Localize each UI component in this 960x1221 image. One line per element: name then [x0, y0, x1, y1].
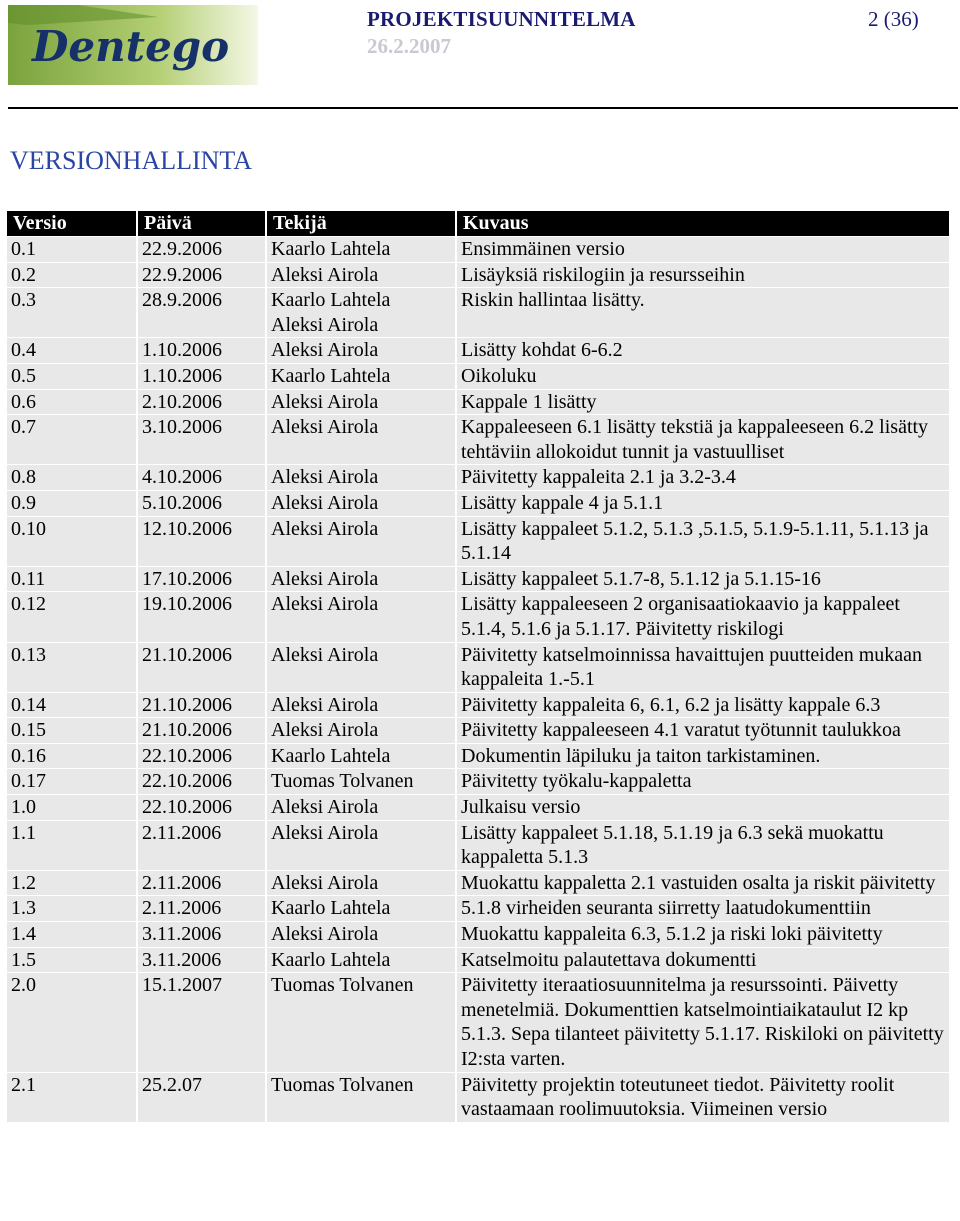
- author-cell: [267, 567, 455, 592]
- author-name: Kaarlo Lahtela: [271, 897, 391, 920]
- author-cell: [267, 390, 455, 415]
- date-cell: 15.1.2007: [138, 973, 265, 1071]
- author-cell: [267, 491, 455, 516]
- author-cell: [267, 744, 455, 769]
- description-cell: Lisätty kappaleet 5.1.7-8, 5.1.12 ja 5.1.15-16: [457, 567, 949, 592]
- version-cell: 0.4: [7, 338, 136, 363]
- date-cell: 21.10.2006: [138, 718, 265, 743]
- table-row: [7, 465, 949, 490]
- description-cell: Katselmoitu palautettava dokumentti: [457, 948, 949, 973]
- version-cell: 1.5: [7, 948, 136, 973]
- version-cell: 0.6: [7, 390, 136, 415]
- author-name: Aleksi Airola: [271, 821, 379, 844]
- column-header-version: Versio: [7, 211, 136, 236]
- description-cell: Dokumentin läpiluku ja taiton tarkistaminen.: [457, 744, 949, 769]
- date-cell: 21.10.2006: [138, 693, 265, 718]
- section-heading: VERSIONHALLINTA: [10, 146, 252, 175]
- description-cell: Muokattu kappaletta 2.1 vastuiden osalta ja riskit päivitetty: [457, 871, 949, 896]
- date-cell: 12.10.2006: [138, 517, 265, 566]
- description-cell: Muokattu kappaleita 6.3, 5.1.2 ja riski loki päivitetty: [457, 922, 949, 947]
- version-cell: 2.1: [7, 1073, 136, 1122]
- description-cell: Lisätty kappale 4 ja 5.1.1: [457, 491, 949, 516]
- version-cell: 0.10: [7, 517, 136, 566]
- table-row: [7, 693, 949, 718]
- table-row: [7, 491, 949, 516]
- author-name: Kaarlo Lahtela: [271, 238, 391, 260]
- table-row: [7, 896, 949, 921]
- description-cell: Päivitetty kappaleeseen 4.1 varatut työtunnit taulukkoa: [457, 718, 949, 743]
- author-name: Tuomas Tolvanen: [271, 974, 414, 997]
- description-cell: Lisätty kohdat 6-6.2: [457, 338, 949, 363]
- author-cell: [267, 693, 455, 718]
- version-cell: 1.0: [7, 795, 136, 820]
- column-header-author: Tekijä: [267, 211, 455, 236]
- version-cell: 0.11: [7, 567, 136, 592]
- date-cell: 22.10.2006: [138, 744, 265, 769]
- author-name: Aleksi Airola: [271, 517, 379, 540]
- table-row: [7, 1073, 949, 1122]
- author-cell: [267, 465, 455, 490]
- date-cell: 2.11.2006: [138, 871, 265, 896]
- table-row: [7, 871, 949, 896]
- version-history-table: [5, 210, 951, 1123]
- description-cell: Päivitetty työkalu-kappaletta: [457, 769, 949, 794]
- date-cell: 22.10.2006: [138, 769, 265, 794]
- author-cell: [267, 643, 455, 692]
- document-title: PROJEKTISUUNNITELMA: [367, 7, 636, 31]
- table-row: [7, 922, 949, 947]
- version-cell: 0.3: [7, 288, 136, 337]
- date-cell: 28.9.2006: [138, 288, 265, 337]
- author-cell: [267, 871, 455, 896]
- description-cell: Kappale 1 lisätty: [457, 390, 949, 415]
- author-cell: [267, 973, 455, 1071]
- version-cell: 0.7: [7, 415, 136, 464]
- company-logo: [8, 5, 258, 85]
- description-cell: Päivitetty kappaleita 2.1 ja 3.2-3.4: [457, 465, 949, 490]
- version-cell: 1.2: [7, 871, 136, 896]
- table-row: [7, 744, 949, 769]
- document-date: 26.2.2007: [367, 34, 451, 58]
- version-cell: 0.16: [7, 744, 136, 769]
- date-cell: 2.11.2006: [138, 821, 265, 870]
- table-row: [7, 364, 949, 389]
- table-row: [7, 288, 949, 337]
- description-cell: Päivitetty katselmoinnissa havaittujen puutteiden mukaan kappaleita 1.-5.1: [457, 643, 949, 692]
- author-name: Kaarlo Lahtela: [271, 948, 391, 971]
- description-cell: Ensimmäinen versio: [457, 237, 949, 262]
- version-cell: 0.17: [7, 769, 136, 794]
- table-header-row: [7, 211, 949, 236]
- description-cell: Lisätty kappaleet 5.1.18, 5.1.19 ja 6.3 sekä muokattu kappaletta 5.1.3: [457, 821, 949, 870]
- author-cell: [267, 795, 455, 820]
- date-cell: 22.9.2006: [138, 263, 265, 288]
- table-row: [7, 415, 949, 464]
- version-cell: 0.8: [7, 465, 136, 490]
- version-cell: 0.1: [7, 237, 136, 262]
- author-cell: [267, 718, 455, 743]
- table-row: [7, 643, 949, 692]
- version-cell: 1.3: [7, 896, 136, 921]
- logo-wordmark: Dentego: [32, 22, 230, 71]
- date-cell: 4.10.2006: [138, 465, 265, 490]
- author-cell: [267, 896, 455, 921]
- date-cell: 21.10.2006: [138, 643, 265, 692]
- author-name: Aleksi Airola: [271, 593, 379, 616]
- version-cell: 0.15: [7, 718, 136, 743]
- author-cell: [267, 288, 455, 337]
- author-name: Tuomas Tolvanen: [271, 770, 414, 793]
- date-cell: 5.10.2006: [138, 491, 265, 516]
- description-cell: 5.1.8 virheiden seuranta siirretty laatudokumenttiin: [457, 896, 949, 921]
- description-cell: Päivitetty kappaleita 6, 6.1, 6.2 ja lisätty kappale 6.3: [457, 693, 949, 718]
- description-cell: Riskin hallintaa lisätty.: [457, 288, 949, 337]
- author-name: Aleksi Airola: [271, 313, 379, 336]
- date-cell: 1.10.2006: [138, 338, 265, 363]
- author-name: Kaarlo Lahtela: [271, 289, 391, 312]
- author-name: Aleksi Airola: [271, 567, 379, 590]
- author-name: Aleksi Airola: [271, 796, 379, 819]
- version-cell: 0.9: [7, 491, 136, 516]
- version-cell: 1.1: [7, 821, 136, 870]
- table-row: [7, 567, 949, 592]
- version-cell: 0.13: [7, 643, 136, 692]
- author-name: Tuomas Tolvanen: [271, 1073, 414, 1096]
- table-row: [7, 821, 949, 870]
- date-cell: 3.11.2006: [138, 948, 265, 973]
- author-cell: [267, 237, 455, 262]
- author-cell: [267, 821, 455, 870]
- author-name: Aleksi Airola: [271, 339, 379, 362]
- table-row: [7, 769, 949, 794]
- author-cell: [267, 517, 455, 566]
- table-row: [7, 948, 949, 973]
- author-name: Aleksi Airola: [271, 491, 379, 514]
- description-cell: Lisätty kappaleeseen 2 organisaatiokaavio ja kappaleet 5.1.4, 5.1.6 ja 5.1.17. Päivitetty riskilogi: [457, 592, 949, 641]
- description-cell: Päivitetty iteraatiosuunnitelma ja resurssointi. Päivetty menetelmiä. Dokumenttien katselmointiaikataulut I2 kp 5.1.3. Sepa tilanteet päivitetty 5.1.17. Riskiloki on päivitetty I2:sta varten.: [457, 973, 949, 1071]
- column-header-description: Kuvaus: [457, 211, 949, 236]
- version-cell: 0.14: [7, 693, 136, 718]
- column-header-date: Päivä: [138, 211, 265, 236]
- date-cell: 2.11.2006: [138, 896, 265, 921]
- table-row: [7, 718, 949, 743]
- header-divider: [8, 107, 958, 109]
- version-cell: 2.0: [7, 973, 136, 1071]
- table-row: [7, 237, 949, 262]
- author-name: Aleksi Airola: [271, 923, 379, 946]
- version-cell: 0.12: [7, 592, 136, 641]
- table-body: [7, 237, 949, 1122]
- author-cell: [267, 592, 455, 641]
- date-cell: 19.10.2006: [138, 592, 265, 641]
- date-cell: 3.10.2006: [138, 415, 265, 464]
- table-row: [7, 338, 949, 363]
- author-name: Aleksi Airola: [271, 693, 379, 716]
- description-cell: Päivitetty projektin toteutuneet tiedot. Päivitetty roolit vastaamaan roolimuutoksia. Viimeinen versio: [457, 1073, 949, 1122]
- version-cell: 1.4: [7, 922, 136, 947]
- version-cell: 0.5: [7, 364, 136, 389]
- author-name: Kaarlo Lahtela: [271, 744, 391, 767]
- author-name: Aleksi Airola: [271, 390, 379, 413]
- author-cell: [267, 1073, 455, 1122]
- table-row: [7, 390, 949, 415]
- table-row: [7, 795, 949, 820]
- version-cell: 0.2: [7, 263, 136, 288]
- author-cell: [267, 769, 455, 794]
- author-name: Aleksi Airola: [271, 263, 379, 286]
- author-cell: [267, 415, 455, 464]
- author-name: Aleksi Airola: [271, 871, 379, 894]
- date-cell: 22.10.2006: [138, 795, 265, 820]
- author-cell: [267, 948, 455, 973]
- author-name: Aleksi Airola: [271, 416, 379, 439]
- table-row: [7, 592, 949, 641]
- author-name: Aleksi Airola: [271, 466, 379, 489]
- description-cell: Kappaleeseen 6.1 lisätty tekstiä ja kappaleeseen 6.2 lisätty tehtäviin allokoidut tunnit ja vastuulliset: [457, 415, 949, 464]
- author-name: Kaarlo Lahtela: [271, 364, 391, 387]
- author-cell: [267, 263, 455, 288]
- author-name: Aleksi Airola: [271, 719, 379, 742]
- date-cell: 25.2.07: [138, 1073, 265, 1122]
- author-cell: [267, 364, 455, 389]
- page-number: 2 (36): [868, 7, 919, 31]
- description-cell: Lisätty kappaleet 5.1.2, 5.1.3 ,5.1.5, 5.1.9-5.1.11, 5.1.13 ja 5.1.14: [457, 517, 949, 566]
- author-name: Aleksi Airola: [271, 643, 379, 666]
- date-cell: 3.11.2006: [138, 922, 265, 947]
- author-cell: [267, 922, 455, 947]
- author-cell: [267, 338, 455, 363]
- description-cell: Lisäyksiä riskilogiin ja resursseihin: [457, 263, 949, 288]
- description-cell: Julkaisu versio: [457, 795, 949, 820]
- date-cell: 1.10.2006: [138, 364, 265, 389]
- table-row: [7, 973, 949, 1071]
- date-cell: 17.10.2006: [138, 567, 265, 592]
- table-row: [7, 517, 949, 566]
- description-cell: Oikoluku: [457, 364, 949, 389]
- date-cell: 2.10.2006: [138, 390, 265, 415]
- date-cell: 22.9.2006: [138, 237, 265, 262]
- table-row: [7, 263, 949, 288]
